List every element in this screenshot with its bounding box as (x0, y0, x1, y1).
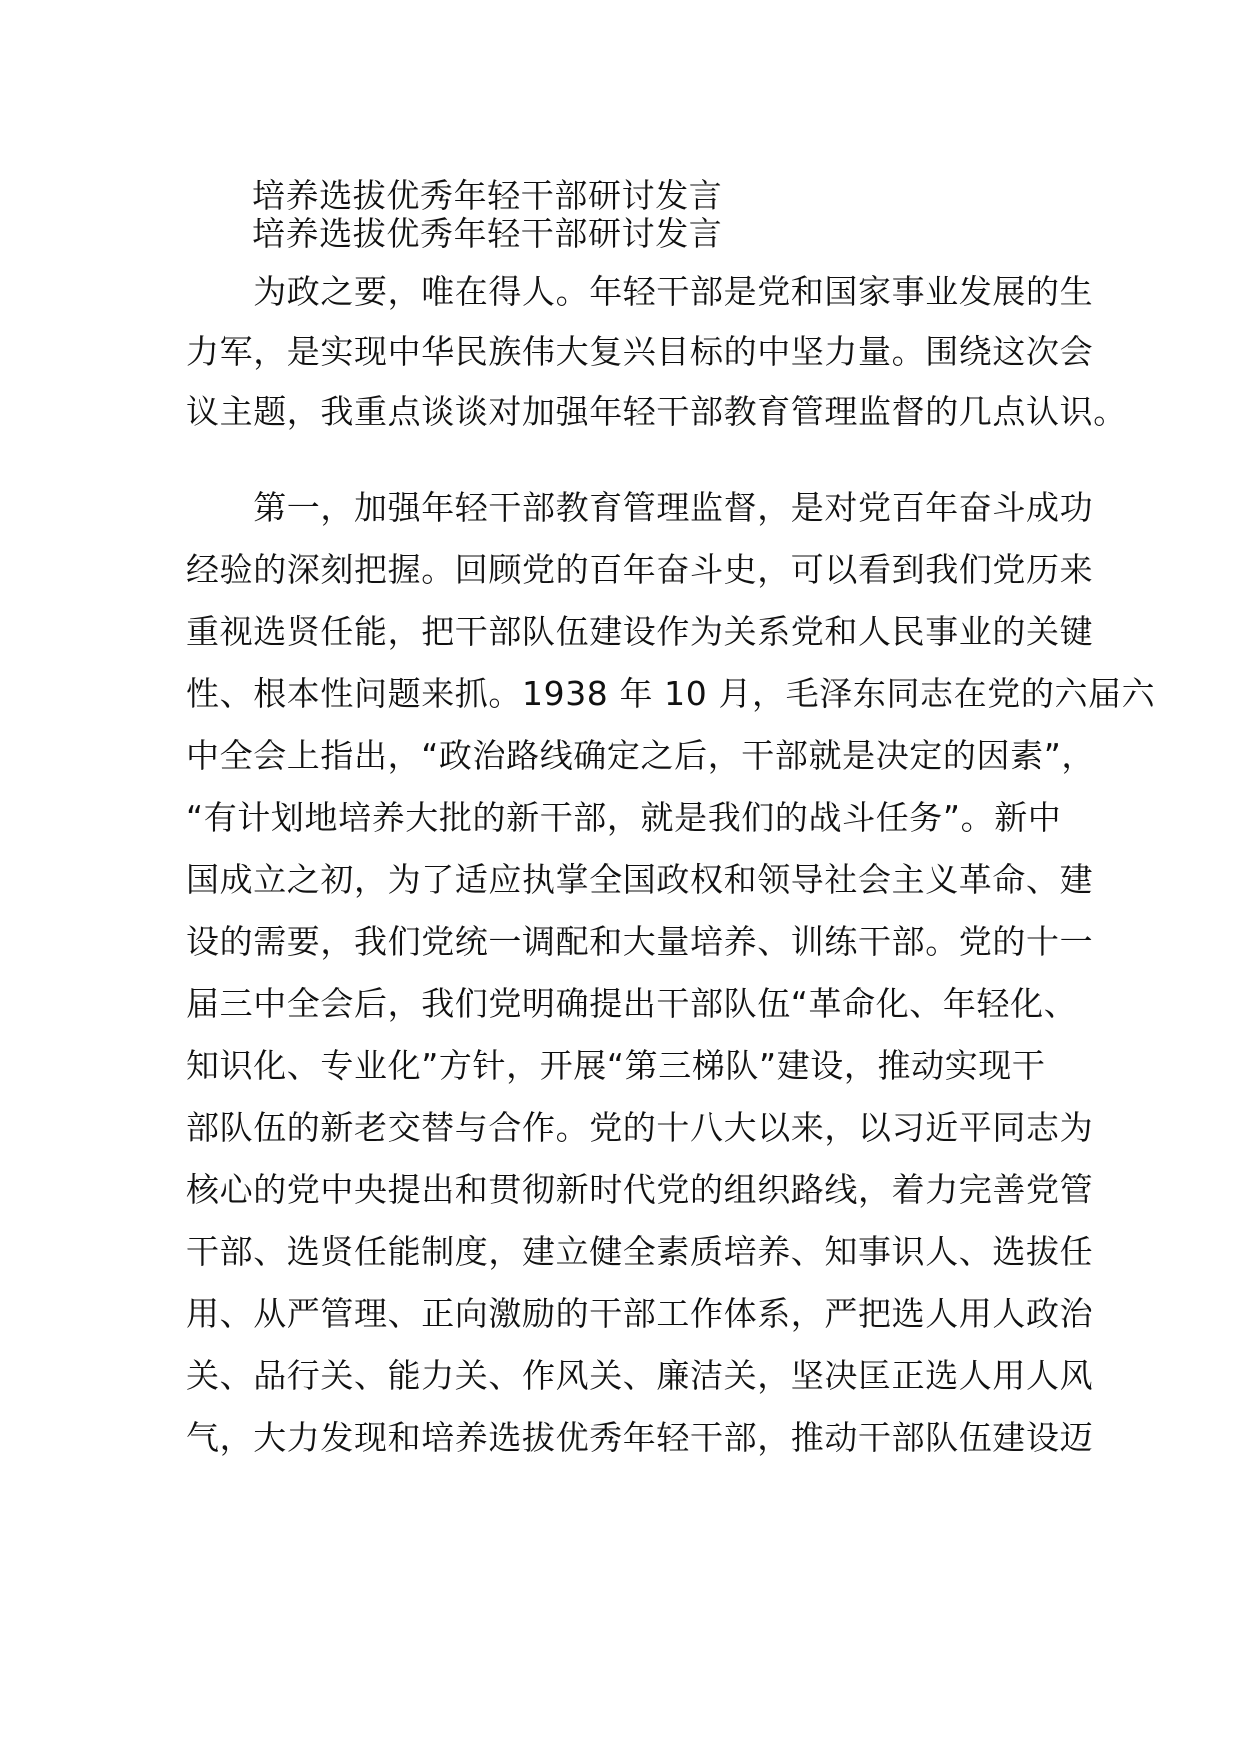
paragraph-2-line: 干部、选贤任能制度，建立健全素质培养、知事识人、选拔任 (186, 1232, 1094, 1271)
paragraph-2-line: 性、根本性问题来抓。1938 年 10 月，毛泽东同志在党的六届六 (186, 674, 1156, 713)
paragraph-1-line: 为政之要，唯在得人。年轻干部是党和国家事业发展的生 (186, 272, 1094, 311)
paragraph-2-line: 关、品行关、能力关、作风关、廉洁关，坚决匡正选人用人风 (186, 1356, 1094, 1395)
paragraph-1-line: 力军，是实现中华民族伟大复兴目标的中坚力量。围绕这次会 (186, 332, 1094, 371)
document-heading-1: 培养选拔优秀年轻干部研讨发言 (252, 176, 723, 215)
document-heading-2: 培养选拔优秀年轻干部研讨发言 (252, 214, 723, 253)
paragraph-2-line: 知识化、专业化”方针，开展“第三梯队”建设，推动实现干 (186, 1046, 1046, 1085)
paragraph-2-line: 重视选贤任能，把干部队伍建设作为关系党和人民事业的关键 (186, 612, 1094, 651)
paragraph-2-line: 中全会上指出，“政治路线确定之后，干部就是决定的因素”， (186, 736, 1095, 775)
heading-2-indent-wrapper (186, 214, 722, 254)
paragraph-2-line: 气，大力发现和培养选拔优秀年轻干部，推动干部队伍建设迈 (186, 1418, 1094, 1457)
paragraph-2-line: 第一，加强年轻干部教育管理监督，是对党百年奋斗成功 (186, 488, 1094, 527)
paragraph-2-line: 经验的深刻把握。回顾党的百年奋斗史，可以看到我们党历来 (186, 550, 1094, 589)
paragraph-2-line: 部队伍的新老交替与合作。党的十八大以来，以习近平同志为 (186, 1108, 1094, 1147)
paragraph-2-line: 核心的党中央提出和贯彻新时代党的组织路线，着力完善党管 (186, 1170, 1094, 1209)
paragraph-2-line: 届三中全会后，我们党明确提出干部队伍“革命化、年轻化、 (186, 984, 1078, 1023)
paragraph-2-line: “有计划地培养大批的新干部，就是我们的战斗任务”。新中 (186, 798, 1062, 837)
heading-1-indent-wrapper (186, 176, 722, 216)
paragraph-1-line: 议主题，我重点谈谈对加强年轻干部教育管理监督的几点认识。 (186, 392, 1127, 431)
paragraph-2-line: 用、从严管理、正向激励的干部工作体系，严把选人用人政治 (186, 1294, 1094, 1333)
paragraph-2-line: 国成立之初，为了适应执掌全国政权和领导社会主义革命、建 (186, 860, 1094, 899)
paragraph-2-line: 设的需要，我们党统一调配和大量培养、训练干部。党的十一 (186, 922, 1094, 961)
